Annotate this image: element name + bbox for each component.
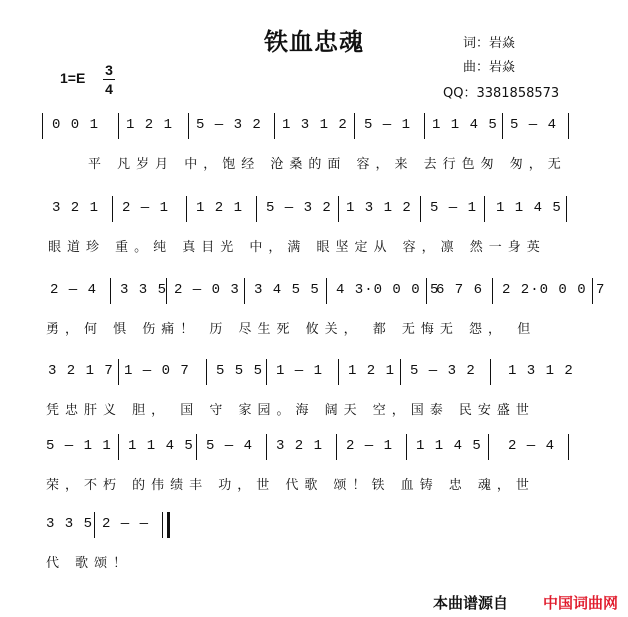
source-label: 本曲谱源自: [432, 594, 508, 612]
lyrics-line: 眼道珍 重。纯 真目光 中，满 眼坚定从 容，凛 然一身英: [48, 240, 546, 255]
score-row-4: [0, 363, 628, 423]
barline: [196, 434, 197, 460]
final-barline-thin: [162, 512, 163, 538]
measure: 3 2 1: [52, 200, 100, 216]
barline: [502, 113, 503, 139]
notes-line: [44, 200, 628, 226]
measure: 5 — 1 1: [46, 438, 112, 454]
measure: 5 — 4: [206, 438, 254, 454]
composer-credit: 曲：岩焱: [463, 60, 516, 75]
measure: 5 — 3 2: [196, 117, 262, 133]
measure: 3 4 5 5: [254, 282, 320, 298]
measure: 2 — 4: [50, 282, 98, 298]
measure: 0 0 1: [52, 117, 100, 133]
barline: [424, 113, 425, 139]
barline: [274, 113, 275, 139]
lyrics-line: 勇，何 惧 伤痛！ 历 尽生死 攸关， 都 无悔无 怨， 但: [46, 322, 537, 337]
notes-line: [44, 363, 628, 389]
barline: [592, 278, 593, 304]
measure: 1 1 4 5: [432, 117, 498, 133]
measure: 4 3·0 0 0 5: [336, 282, 440, 298]
measure: 1 2 1: [196, 200, 244, 216]
barline: [94, 512, 95, 538]
measure: 3 3 5: [120, 282, 168, 298]
time-signature-bottom: 4: [105, 81, 113, 97]
barline: [400, 359, 401, 385]
measure: 2 — 0 3: [174, 282, 240, 298]
time-signature: [103, 62, 115, 97]
time-signature-divider: [103, 79, 115, 80]
measure: 2 — —: [102, 516, 150, 532]
barline: [244, 278, 245, 304]
barline: [266, 359, 267, 385]
measure: 1 1 4 5: [128, 438, 194, 454]
score-row-1: [0, 117, 628, 177]
measure: 6 7 6: [436, 282, 484, 298]
notes-line: [44, 282, 628, 308]
key-signature: 1=E: [60, 70, 86, 86]
notes-line: [44, 516, 628, 542]
barline: [406, 434, 407, 460]
measure: 3 2 1: [276, 438, 324, 454]
final-barline-thick: [167, 512, 170, 538]
barline: [490, 359, 491, 385]
barline: [118, 359, 119, 385]
measure: 5 — 3 2: [410, 363, 476, 379]
measure: 5 — 3 2: [266, 200, 332, 216]
barline: [420, 196, 421, 222]
measure: 1 1 4 5: [416, 438, 482, 454]
barline: [488, 434, 489, 460]
barline: [110, 278, 111, 304]
measure: 5 — 1: [364, 117, 412, 133]
measure: 1 2 1: [348, 363, 396, 379]
barline: [42, 113, 43, 139]
measure: 2 — 4: [508, 438, 556, 454]
barline: [484, 196, 485, 222]
measure: 2 — 1: [122, 200, 170, 216]
barline: [566, 196, 567, 222]
lyricist-credit: 词：岩焱: [463, 36, 516, 51]
barline: [266, 434, 267, 460]
score-row-5: [0, 438, 628, 498]
measure: 2 — 1: [346, 438, 394, 454]
score-row-3: [0, 282, 628, 342]
song-title: 铁血忠魂: [264, 28, 364, 56]
measure: 1 3 1 2: [346, 200, 412, 216]
barline: [354, 113, 355, 139]
measure: 1 1 4 5: [496, 200, 562, 216]
measure: 1 3 1 2: [508, 363, 574, 379]
lyrics-line: 代 歌颂！: [46, 556, 133, 571]
measure: 5 — 4: [510, 117, 558, 133]
qq-contact: QQ：3381858573: [443, 86, 560, 101]
measure: 2 2·0 0 0 7: [502, 282, 606, 298]
score-row-6: [0, 516, 628, 576]
barline: [206, 359, 207, 385]
barline: [118, 434, 119, 460]
measure: 1 — 1: [276, 363, 324, 379]
measure: 1 2 1: [126, 117, 174, 133]
notes-line: [44, 117, 628, 143]
lyrics-line: 凭忠肝义 胆， 国 守 家园。海 阔天 空，国泰 民安盛世: [46, 403, 535, 418]
barline: [188, 113, 189, 139]
barline: [426, 278, 427, 304]
barline: [166, 278, 167, 304]
barline: [112, 196, 113, 222]
barline: [326, 278, 327, 304]
barline: [568, 434, 569, 460]
notes-line: [44, 438, 628, 464]
measure: 1 — 0 7: [124, 363, 190, 379]
site-link[interactable]: 中国词曲网: [542, 594, 618, 612]
barline: [338, 359, 339, 385]
score-row-2: [0, 200, 628, 260]
barline: [338, 196, 339, 222]
barline: [118, 113, 119, 139]
measure: 3 3 5: [46, 516, 94, 532]
barline: [568, 113, 569, 139]
barline: [256, 196, 257, 222]
barline: [492, 278, 493, 304]
measure: 5 — 1: [430, 200, 478, 216]
time-signature-top: 3: [105, 62, 113, 78]
barline: [186, 196, 187, 222]
lyrics-line: 荣，不朽 的伟绩丰 功，世 代歌 颂！铁 血铸 忠 魂，世: [46, 478, 535, 493]
barline: [336, 434, 337, 460]
measure: 3 2 1 7: [48, 363, 114, 379]
lyrics-line: 平 凡岁月 中，饱经 沧桑的面 容，来 去行色匆 匆，无: [88, 157, 567, 172]
measure: 1 3 1 2: [282, 117, 348, 133]
measure: 5 5 5: [216, 363, 264, 379]
